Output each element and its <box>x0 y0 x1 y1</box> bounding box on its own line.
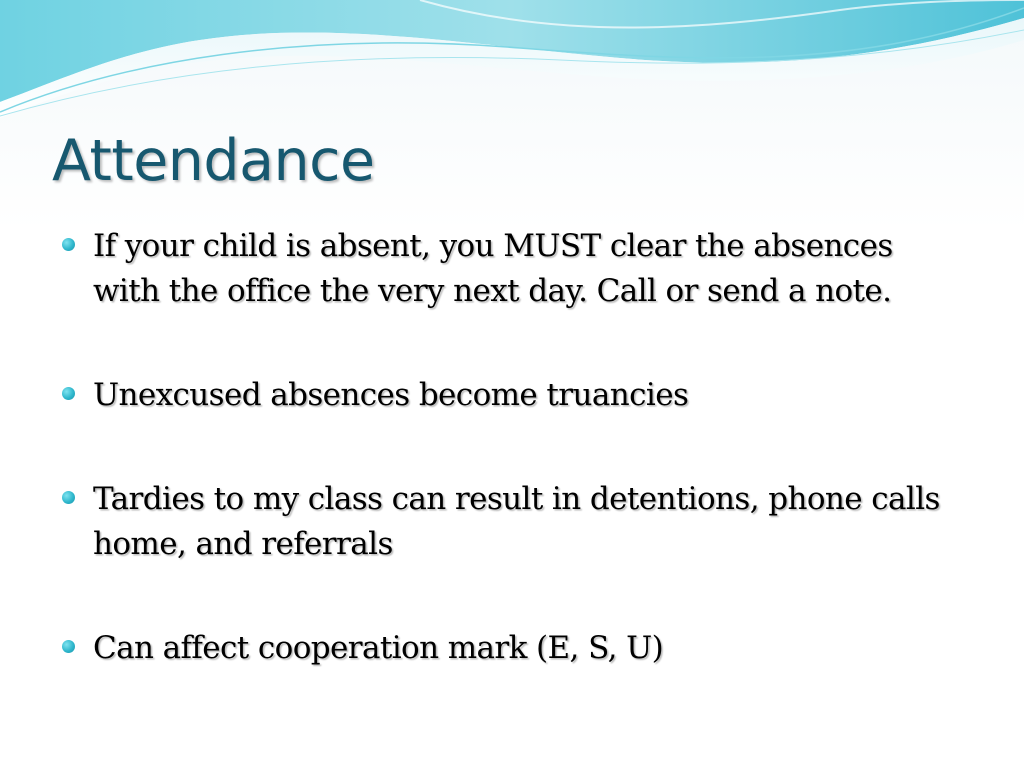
bullet-text: Unexcused absences become truancies <box>93 377 689 413</box>
bullet-dot-icon <box>62 640 75 653</box>
bullet-list <box>60 224 960 730</box>
slide-title: Attendance <box>52 128 375 194</box>
bullet-dot-icon <box>62 387 75 400</box>
bullet-item <box>60 373 960 418</box>
bullet-dot-icon <box>62 238 75 251</box>
bullet-item <box>60 477 960 567</box>
bullet-text: Can affect cooperation mark (E, S, U) <box>93 630 664 666</box>
bullet-text: Tardies to my class can result in detentions, phone calls home, and referrals <box>93 481 940 562</box>
bullet-item <box>60 626 960 671</box>
header-wave-decoration <box>0 0 1024 130</box>
bullet-item <box>60 224 960 314</box>
bullet-dot-icon <box>62 491 75 504</box>
bullet-text: If your child is absent, you MUST clear the absences with the office the very next day. Call or send a note. <box>93 228 893 309</box>
